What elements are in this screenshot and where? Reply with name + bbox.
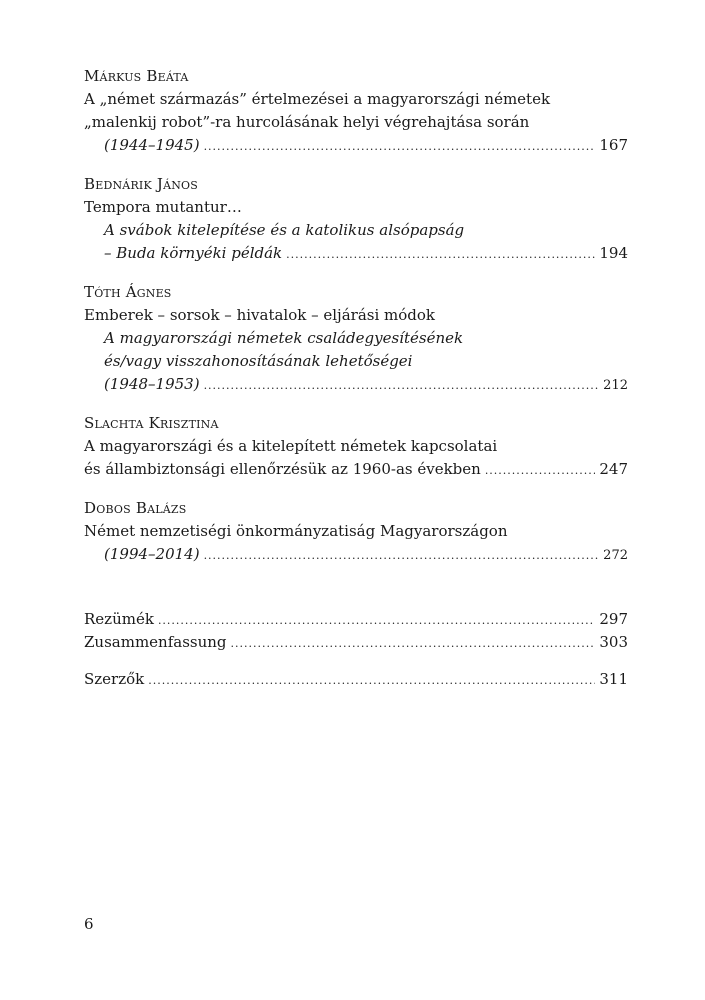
dot-leader xyxy=(286,243,595,266)
entry-last-line[interactable] xyxy=(84,242,628,265)
entry-last-line[interactable] xyxy=(84,373,628,396)
back-matter-page: 297 xyxy=(599,610,628,628)
toc-entry xyxy=(84,281,628,396)
entry-last-line-text: és állambiztonsági ellenőrzésük az 1960-as években xyxy=(84,460,481,478)
entry-last-line-text: (1944–1945) xyxy=(104,136,200,154)
entry-page-number: 272 xyxy=(603,548,628,563)
toc-entry xyxy=(84,173,628,265)
entry-author: Slachta Krisztina xyxy=(84,414,219,432)
entry-title-line: „malenkij robot”-ra hurcolásának helyi végrehajtása során xyxy=(84,113,530,131)
back-matter-label: Zusammenfassung xyxy=(84,633,227,651)
dot-leader xyxy=(148,669,595,692)
dot-leader xyxy=(485,459,596,482)
entry-subtitle-line: A magyarországi németek családegyesítésének xyxy=(104,329,464,347)
dot-leader xyxy=(158,609,595,632)
toc-entry xyxy=(84,65,628,157)
entry-title-line: A magyarországi és a kitelepített németek kapcsolatai xyxy=(84,437,498,455)
entry-title-line: Tempora mutantur… xyxy=(84,198,242,216)
dot-leader xyxy=(204,374,600,397)
entry-last-line[interactable] xyxy=(84,543,628,566)
back-matter-label: Rezümék xyxy=(84,610,154,628)
entry-page-number: 212 xyxy=(603,378,628,393)
entry-author: Bednárik János xyxy=(84,175,198,193)
entry-author: Márkus Beáta xyxy=(84,67,189,85)
entry-page-number: 247 xyxy=(599,460,628,478)
toc-entry-szerzok[interactable] xyxy=(84,668,628,691)
dot-leader xyxy=(204,544,600,567)
page-number: 6 xyxy=(84,915,94,933)
entry-title-line: Német nemzetiségi önkormányzatiság Magyarországon xyxy=(84,522,508,540)
entry-last-line[interactable] xyxy=(84,458,628,481)
toc-entry-rezumek[interactable] xyxy=(84,608,628,631)
entry-subtitle-line: A svábok kitelepítése és a katolikus alsópapság xyxy=(104,221,465,239)
entry-last-line-text: – Buda környéki példák xyxy=(104,244,283,262)
dot-leader xyxy=(204,135,596,158)
entry-page-number: 194 xyxy=(599,244,628,262)
entry-last-line-text: (1994–2014) xyxy=(104,545,200,563)
entry-last-line[interactable] xyxy=(84,134,628,157)
entry-title-line: Emberek – sorsok – hivatalok – eljárási módok xyxy=(84,306,435,324)
entry-last-line-text: (1948–1953) xyxy=(104,375,200,393)
entry-author: Tóth Ágnes xyxy=(84,283,172,301)
back-matter-label: Szerzők xyxy=(84,670,145,688)
dot-leader xyxy=(231,632,596,655)
back-matter-page: 303 xyxy=(599,633,628,651)
entry-subtitle-line: és/vagy visszahonosításának lehetőségei xyxy=(104,352,413,370)
entry-page-number: 167 xyxy=(599,136,628,154)
entry-author: Dobos Balázs xyxy=(84,499,187,517)
back-matter-page: 311 xyxy=(599,670,628,688)
toc-entry xyxy=(84,412,628,481)
toc-entry-zusammenfassung[interactable] xyxy=(84,631,628,654)
toc-entry xyxy=(84,497,628,566)
entry-title-line: A „német származás” értelmezései a magyarországi németek xyxy=(84,90,551,108)
table-of-contents xyxy=(84,65,628,691)
